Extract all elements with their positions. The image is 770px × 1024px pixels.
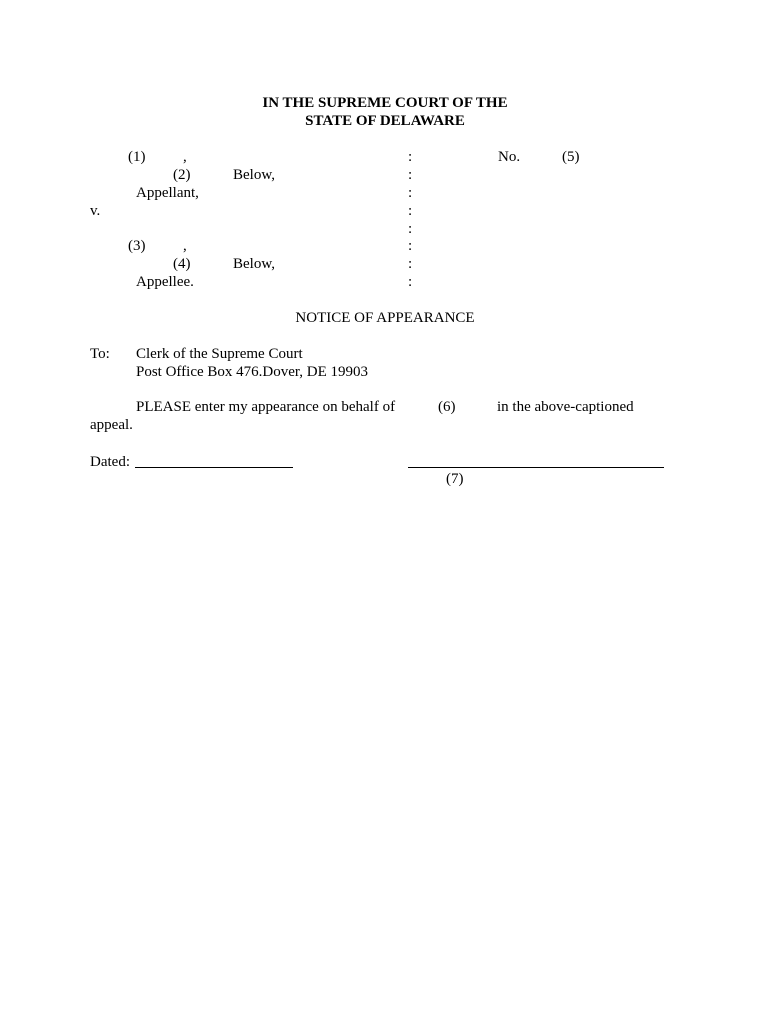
body-text-end: in the above-captioned: [497, 399, 634, 415]
addressee-line2: Post Office Box 476.Dover, DE 19903: [136, 364, 369, 380]
caption-colon: :: [408, 256, 413, 272]
caption-colon: :: [408, 149, 413, 165]
party4-number: (4): [173, 256, 191, 272]
appellee-label: Appellee.: [136, 274, 194, 290]
addressee-label: To:: [90, 346, 110, 362]
caption-colon: :: [408, 203, 413, 219]
caption-colon: :: [408, 221, 413, 237]
case-number-label: No.: [498, 149, 521, 165]
caption-colon: :: [408, 274, 413, 290]
signer-ref: (7): [446, 471, 464, 487]
party2-below: Below,: [233, 167, 275, 183]
body-text-wrap: appeal.: [90, 417, 133, 433]
dated-label: Dated:: [90, 454, 130, 470]
appellant-label: Appellant,: [136, 185, 199, 201]
case-number-value: (5): [562, 149, 580, 165]
body-party-ref: (6): [438, 399, 456, 415]
body-text-start: PLEASE enter my appearance on behalf of: [136, 399, 396, 415]
party4-below: Below,: [233, 256, 275, 272]
caption-colon: :: [408, 185, 413, 201]
party1-number: (1): [128, 149, 146, 165]
caption-colon: :: [408, 238, 413, 254]
notice-title: NOTICE OF APPEARANCE: [295, 310, 475, 326]
court-heading-line2: STATE OF DELAWARE: [305, 113, 465, 129]
versus-label: v.: [90, 203, 101, 219]
party3-comma: ,: [183, 238, 187, 254]
caption-colon: :: [408, 167, 413, 183]
court-heading-line1: IN THE SUPREME COURT OF THE: [262, 95, 508, 111]
party3-number: (3): [128, 238, 146, 254]
signature-line: [408, 467, 664, 468]
addressee-line1: Clerk of the Supreme Court: [136, 346, 303, 362]
date-blank-line: [135, 467, 293, 468]
party1-comma: ,: [183, 149, 187, 165]
party2-number: (2): [173, 167, 191, 183]
